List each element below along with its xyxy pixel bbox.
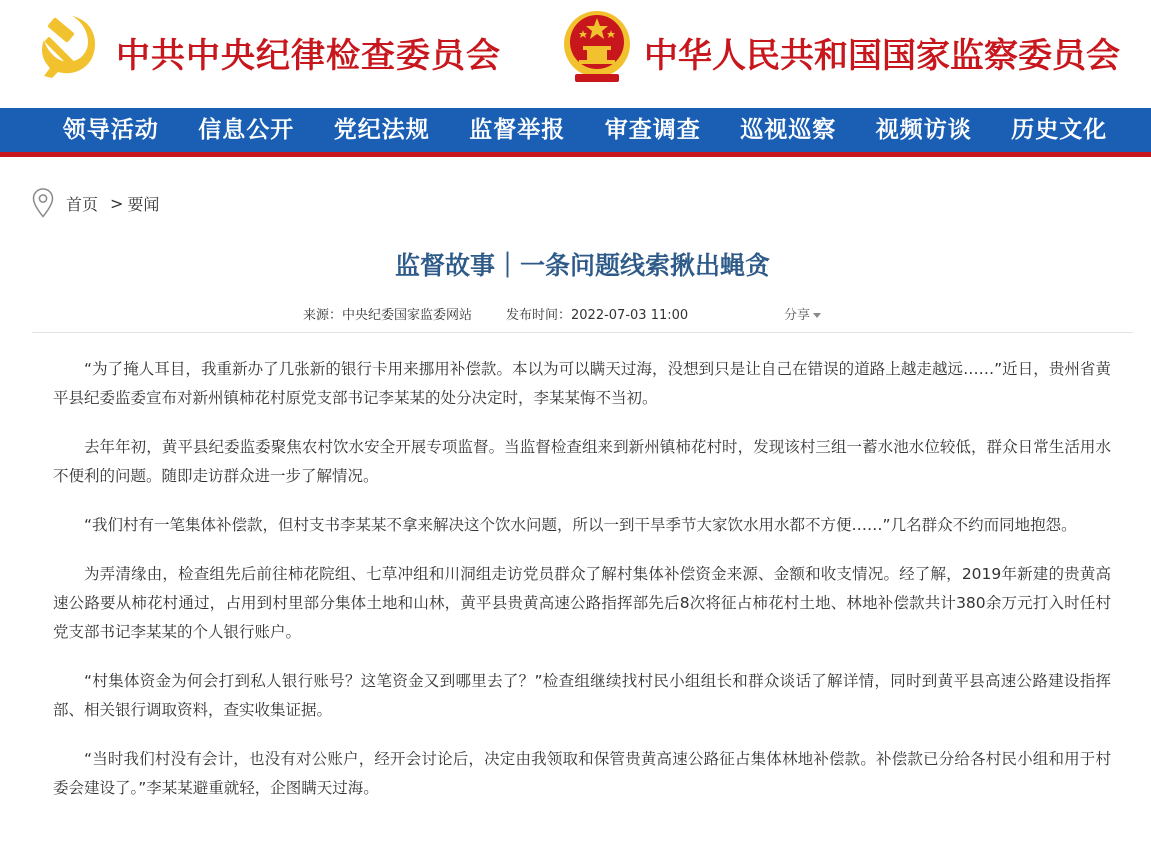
nav-item-information[interactable]: 信息公开 <box>198 116 295 143</box>
breadcrumb-home-link[interactable]: 首页 <box>66 194 99 214</box>
breadcrumb-current-link[interactable]: 要闻 <box>127 194 160 214</box>
article-paragraph: “当时我们村没有会计，也没有对公账户，经开会讨论后，决定由我领取和保管贵黄高速公路征占集体林地补偿款。补偿款已分给各村民小组和用于村委会建设了。”李某某避重就轻，企图瞒天过海。 <box>53 750 1111 797</box>
article-paragraph: “村集体资金为何会打到私人银行账号？这笔资金又到哪里去了？”检查组继续找村民小组组长和群众谈话了解详情，同时到黄平县高速公路建设指挥部、相关银行调取资料，查实收集证据。 <box>53 672 1111 719</box>
nav-accent-bar <box>0 152 1151 157</box>
nav-item-history[interactable]: 历史文化 <box>1011 116 1108 143</box>
national-emblem-icon[interactable] <box>561 8 633 84</box>
caret-down-icon <box>813 313 821 318</box>
heading-divider <box>32 332 1133 333</box>
supervisory-commission-title[interactable]: 中华人民共和国国家监察委员会 <box>644 36 1120 76</box>
location-pin-icon <box>32 188 54 218</box>
nav-list <box>0 108 1151 152</box>
nav-item-investigation[interactable]: 审查调查 <box>604 116 701 143</box>
article-paragraph: “我们村有一笔集体补偿款，但村支书李某某不拿来解决这个饮水问题，所以一到干旱季节大家饮水用水都不方便……”几名群众不约而同地抱怨。 <box>84 516 1077 534</box>
share-label: 分享 <box>784 308 811 323</box>
share-button[interactable] <box>784 304 821 323</box>
nav-item-inspection[interactable]: 巡视巡察 <box>740 116 837 143</box>
article-title: 监督故事｜一条问题线索揪出蝇贪 <box>394 251 770 280</box>
breadcrumb-separator: > <box>110 193 124 213</box>
nav-item-leadership[interactable]: 领导活动 <box>62 116 159 143</box>
nav-item-report[interactable]: 监督举报 <box>469 116 566 143</box>
article-meta <box>303 304 688 323</box>
commission-title[interactable]: 中共中央纪律检查委员会 <box>116 36 501 76</box>
article-paragraph: 为弄清缘由，检查组先后前往柿花院组、七草冲组和川洞组走访党员群众了解村集体补偿资金来源、金额和收支情况。经了解，2019年新建的贵黄高速公路要从柿花村通过，占用到村里部分集体土地和山林，黄平县贵黄高速公路指挥部先后8次将征占柿花村土地、林地补偿款共计380余万元打入时任村党支部书记李某某的个人银行账户。 <box>53 565 1111 641</box>
main-nav <box>0 108 1151 152</box>
nav-item-video[interactable]: 视频访谈 <box>875 116 972 143</box>
article-paragraph: 去年年初，黄平县纪委监委聚焦农村饮水安全开展专项监督。当监督检查组来到新州镇柿花村时，发现该村三组一蓄水池水位较低，群众日常生活用水不便利的问题。随即走访群众进一步了解情况。 <box>53 438 1111 485</box>
article-body <box>53 355 1111 823</box>
site-header <box>0 0 1151 108</box>
nav-item-regulations[interactable]: 党纪法规 <box>333 116 430 143</box>
article-publish-time: 发布时间：2022-07-03 11:00 <box>506 308 689 323</box>
article-source: 来源：中央纪委国家监委网站 <box>303 308 473 323</box>
party-emblem-icon[interactable] <box>34 10 104 82</box>
breadcrumb <box>32 188 159 218</box>
article-paragraph: “为了掩人耳目，我重新办了几张新的银行卡用来挪用补偿款。本以为可以瞒天过海，没想到只是让自己在错误的道路上越走越远……”近日，贵州省黄平县纪委监委宣布对新州镇柿花村原党支部书记李某某的处分决定时，李某某悔不当初。 <box>53 360 1111 407</box>
